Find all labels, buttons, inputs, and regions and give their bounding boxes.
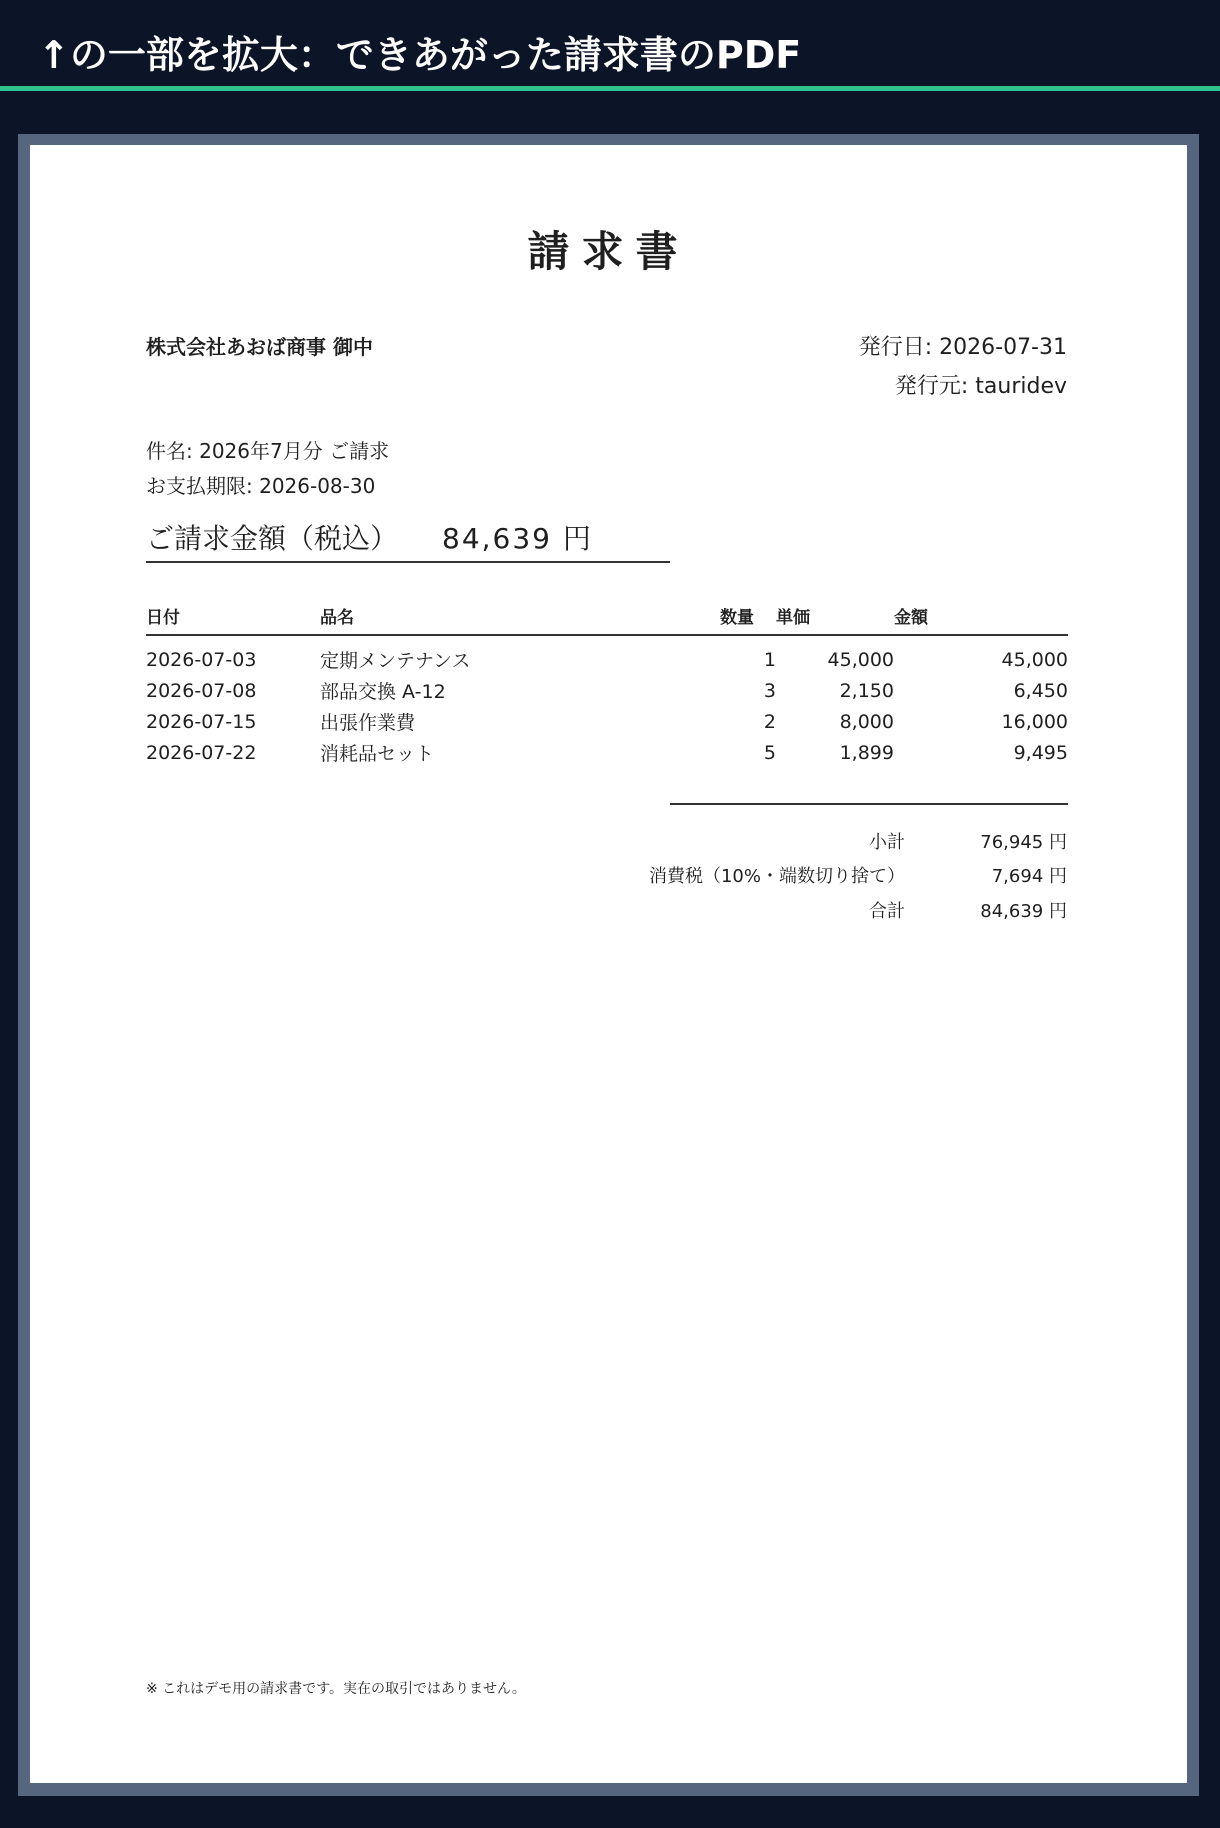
grand-total-value: 84,639 円 [980, 901, 1067, 922]
table-row [146, 737, 1068, 768]
header-title: ↑の一部を拡大：できあがった請求書のPDF [38, 33, 802, 77]
item-name: 部品交換 A-12 [320, 681, 446, 703]
item-name: 消耗品セット [320, 743, 435, 765]
subject: 件名: 2026年7月分 ご請求 [146, 439, 390, 463]
item-amount: 16,000 [1001, 710, 1068, 733]
total-amount-box [146, 517, 670, 563]
issue-date: 発行日: 2026-07-31 [858, 335, 1067, 360]
table-row [146, 706, 1068, 737]
due-date: お支払期限: 2026-08-30 [146, 474, 376, 498]
invoice-page [30, 145, 1187, 1783]
col-amount: 金額 [894, 603, 1068, 635]
summary-rule [670, 803, 1068, 805]
total-value: 84,639 円 [442, 522, 593, 555]
col-unit: 単価 [776, 603, 894, 635]
item-unit: 45,000 [827, 648, 894, 671]
item-date: 2026-07-22 [146, 741, 257, 764]
table-row [146, 675, 1068, 706]
item-name: 定期メンテナンス [320, 650, 471, 672]
tax-label: 消費税（10%・端数切り捨て） [648, 866, 905, 887]
client-name: 株式会社あおば商事 御中 [146, 335, 373, 359]
header-bar [0, 0, 1220, 86]
col-qty: 数量 [720, 603, 776, 635]
footnote: ※ これはデモ用の請求書です。実在の取引ではありません。 [146, 1681, 526, 1697]
item-date: 2026-07-03 [146, 648, 257, 671]
item-qty: 2 [763, 710, 776, 733]
subtotal-value: 76,945 円 [980, 832, 1067, 853]
issuer: 発行元: tauridev [894, 374, 1067, 399]
col-name: 品名 [320, 603, 720, 635]
total-label: ご請求金額（税込） [146, 522, 399, 555]
item-amount: 45,000 [1001, 648, 1068, 671]
item-qty: 5 [763, 741, 776, 764]
grand-total-label: 合計 [869, 901, 905, 922]
items-header-row [146, 603, 1068, 635]
item-qty: 3 [763, 679, 776, 702]
item-amount: 6,450 [1013, 679, 1068, 702]
table-row [146, 635, 1068, 675]
invoice-title: 請求書 [527, 227, 690, 276]
item-unit: 2,150 [839, 679, 894, 702]
header-accent-rule [0, 86, 1220, 91]
tax-value: 7,694 円 [991, 866, 1067, 887]
item-amount: 9,495 [1013, 741, 1068, 764]
item-date: 2026-07-15 [146, 710, 257, 733]
items-table [146, 603, 1068, 768]
item-name: 出張作業費 [320, 712, 416, 734]
item-qty: 1 [763, 648, 776, 671]
item-date: 2026-07-08 [146, 679, 257, 702]
col-date: 日付 [146, 603, 320, 635]
subtotal-label: 小計 [869, 832, 905, 853]
item-unit: 8,000 [839, 710, 894, 733]
item-unit: 1,899 [839, 741, 894, 764]
